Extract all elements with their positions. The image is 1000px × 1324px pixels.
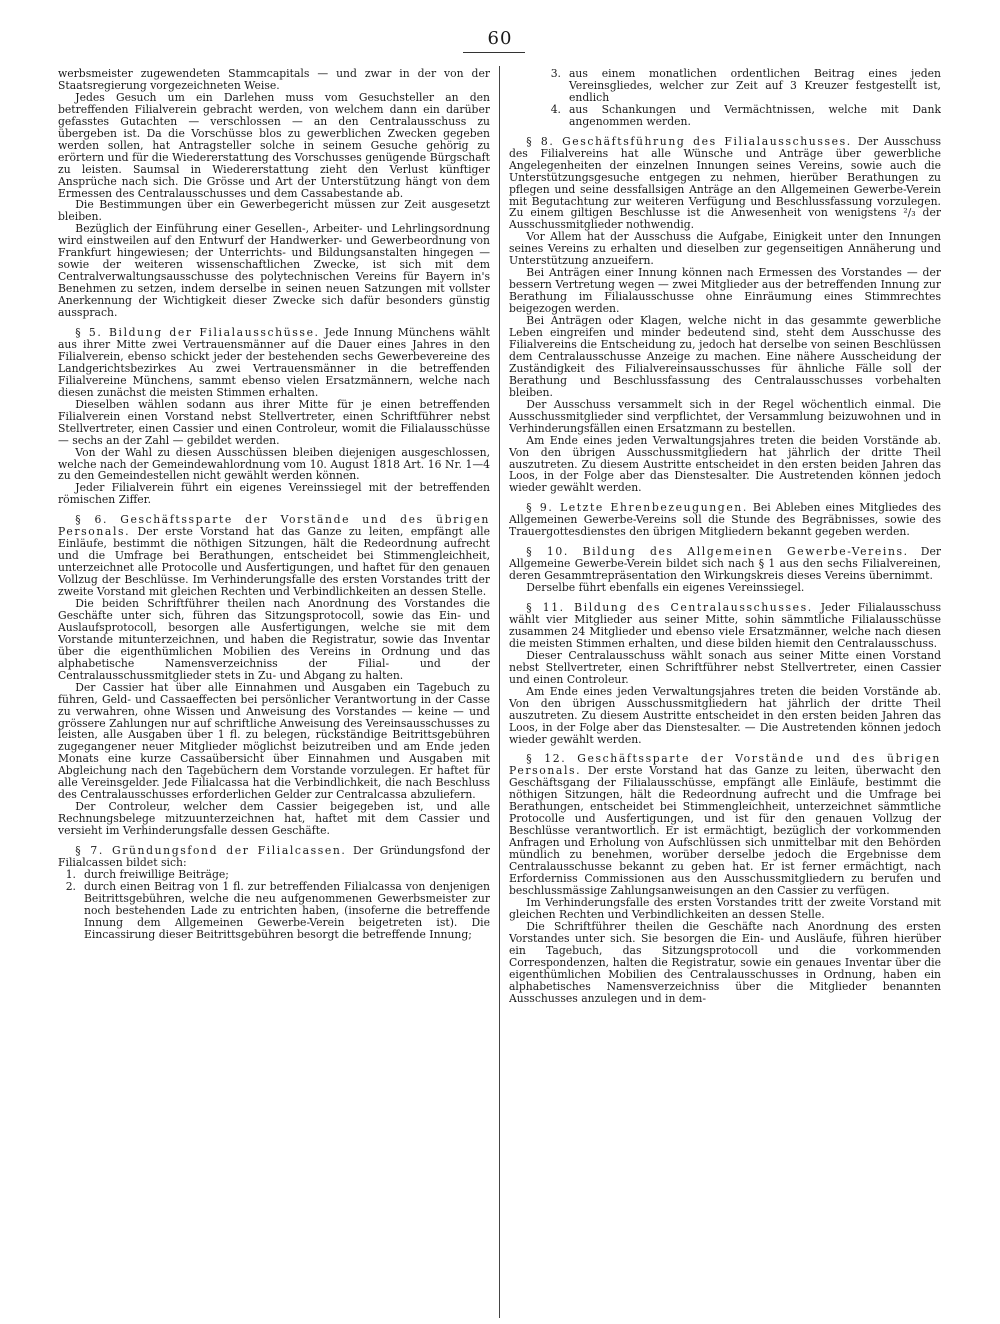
- paragraph: Dieselben wählen sodann aus ihrer Mitte für je einen betreffenden Filialverein einen Vorstand nebst Stellvertreter, einen Schriftführer nebst Stellvertreter, einen Cassier und einen Controleur, womit die Filialausschüsse — sechs an der Zahl — gebildet werden.: [58, 397, 490, 447]
- column-divider: [499, 66, 500, 1318]
- paragraph: Dieser Centralausschuss wählt sonach aus seiner Mitte einen Vorstand nebst Stellvertreter, einen Schriftführer nebst Stellvertreter, einen Cassier und einen Controleur.: [509, 648, 941, 686]
- page-header: [0, 28, 1000, 49]
- header-rule: [463, 52, 525, 53]
- paragraph: Bezüglich der Einführung einer Gesellen-, Arbeiter- und Lehrlingsordnung wird einstweilen auf den Entwurf der Handwerker- und Gewerbeordnung von Frankfurt hingewiesen; der Unterrichts- und Bildungsanstalten hingegen — sowie der weiteren wissenschaftlichen Zwecke, ist sich mit dem Centralverwaltungsausschusse des polytechnischen Vereins für Bayern in's Benehmen zu setzen, indem derselbe in seinen neuen Satzungen mit vollster Anerkennung der Wichtigkeit dieser Zwecke sich dafür besonders günstig aussprach.: [58, 222, 490, 320]
- section-heading: § 11. Bildung des Centralausschusses.: [526, 601, 813, 615]
- paragraph: Derselbe führt ebenfalls ein eigenes Vereinssiegel.: [526, 581, 805, 595]
- section-heading: § 8. Geschäftsführung des Filialausschusses.: [526, 134, 852, 148]
- list-item-number: 4.: [550, 102, 561, 116]
- paragraph: Die Schriftführer theilen die Geschäfte nach Anordnung des ersten Vorstandes unter sich. Sie besorgen die Ein- und Ausläufe, führen hierüber ein Tagebuch, das Sitzungsprotocoll und die vorkommenden Correspondenzen, halten die Registratur, sowie ein genaues Inventar über die eigenthümlichen Mobilien des Centralausschusses in Ordnung, haben ein alphabetisches Namensverzeichniss über die Mitglieder benannten Ausschusses anzulegen und in dem-: [509, 919, 941, 1005]
- section-paragraph: [509, 546, 941, 582]
- paragraph: Vor Allem hat der Ausschuss die Aufgabe, Einigkeit unter den Innungen seines Vereins zu erhalten und dieselben zur gegenseitigen Annäherung und Unterstützung anzueifern.: [509, 230, 941, 268]
- paragraph: werbsmeister zugewendeten Stammcapitals — und zwar in der von der Staatsregierung vorgezeichneten Weise.: [58, 68, 490, 92]
- paragraph: Die beiden Schriftführer theilen nach Anordnung des Vorstandes die Geschäfte unter sich, führen das Sitzungsprotocoll, sowie das Ein- und Auslaufsprotocoll, besorgen alle Ausfertigungen, welche sie mit dem Vorstande mitunterzeichnen, und haben die Registratur, sowie das Inventar über die eigenthümlichen Mobilien des Vereins in Ordnung und das alphabetische Namensverzeichniss der Filial- und der Centralausschussmitglieder stets in Zu- und Abgang zu halten.: [58, 596, 490, 682]
- paragraph: Die Bestimmungen über ein Gewerbegericht müssen zur Zeit ausgesetzt bleiben.: [58, 198, 490, 224]
- list-item-text: aus einem monatlichen ordentlichen Beitrag eines jeden Vereinsgliedes, welcher zur Zeit auf 3 Kreuzer festgestellt ist, endlich: [569, 68, 941, 104]
- section-text: Der Gründungsfond der Filialcassen bildet sich:: [58, 844, 490, 869]
- paragraph: Von der Wahl zu diesen Ausschüssen bleiben diejenigen ausgeschlossen, welche nach der Gemeindewahlordnung vom 10. August 1818 Art. 16 Nr. 1—4 zu den Gemeindestellen nicht gewählt werden können.: [58, 445, 490, 483]
- paragraph: Jedes Gesuch um ein Darlehen muss vom Gesuchsteller an den betreffenden Filialverein gebracht werden, von welchem dann ein darüber gefasstes Gutachten — verschlossen — an den Centralausschuss zu übergeben ist. Da die Vorschüsse blos zu gewerblichen Zwecken gegeben werden sollen, hat Antragsteller solche in seinem Gesuche gehörig zu erörtern und für die Wiedererstattung des Vorschusses genügende Bürgschaft zu leisten. Saumsal in Wiedererstattung zieht den Verlust künftiger Ansprüche nach sich. Die Grösse und Art der Unterstützung hängt von dem Ermessen des Centralausschusses und dem Cassabestande ab.: [58, 90, 490, 200]
- list-item: [509, 104, 941, 128]
- paragraph: Am Ende eines jeden Verwaltungsjahres treten die beiden Vorstände ab. Von den übrigen Ausschussmitgliedern hat jährlich der dritte Theil auszutreten. Zu diesem Austritte entscheidet in den ersten beiden Jahren das Loos, in der Folge aber das Dienstesalter. — Die Austretenden können jedoch wieder gewählt werden.: [509, 684, 941, 746]
- section-paragraph: [509, 136, 941, 232]
- section-paragraph: [509, 753, 941, 896]
- section-paragraph: [58, 514, 490, 598]
- paragraph: Bei Anträgen einer Innung können nach Ermessen des Vorstandes — der bessern Vertretung wegen — zwei Mitglieder aus der betreffenden Innung zur Berathung im Filialausschusse ohne Einräumung eines Stimmrechtes beigezogen werden.: [509, 266, 941, 316]
- section-text: Jeder Filialausschuss wählt vier Mitglieder aus seiner Mitte, sohin sämmtliche Filialausschüsse zusammen 24 Mitglieder und ebenso viele Ersatzmänner, welche nach diesen die meisten Stimmen erhalten, und diese bilden hiemit den Centralausschuss.: [509, 601, 941, 650]
- section-paragraph: [58, 327, 490, 399]
- section-heading: § 6. Geschäftssparte der Vorstände und des übrigen Personals.: [58, 513, 490, 539]
- list-item-text: durch freiwillige Beiträge;: [84, 867, 229, 881]
- paragraph: Der Cassier hat über alle Einnahmen und Ausgaben ein Tagebuch zu führen, Geld- und Cassaeffecten bei persönlicher Verantwortung in der Casse zu verwahren, ohne Wissen und Anweisung des Vorstandes — keine — und grössere Zahlungen nur auf schriftliche Anweisung des Vereinsausschusses zu leisten, alle Ausgaben über 1 fl. zu belegen, rückständige Beitrittsgebühren zugegangener neuer Mitglieder möglichst beizutreiben und am Ende jeden Monats eine kurze Cassaübersicht über Einnahmen und Ausgaben mit Abgleichung nach den Tagebüchern dem Vorstande vorzulegen. Er haftet für alle Vereinsgelder. Jede Filialcassa hat die Verbindlichkeit, die nach Beschluss des Centralausschusses erforderlichen Gelder zur Centralcassa abzuliefern.: [58, 680, 490, 802]
- list-item: [509, 68, 941, 104]
- list-item: [58, 881, 490, 941]
- section-heading: § 7. Gründungsfond der Filialcassen.: [75, 844, 347, 858]
- section-paragraph: [58, 845, 490, 869]
- section-text: Der erste Vorstand hat das Ganze zu leiten, empfängt alle Einläufe, bestimmt die nöthigen Sitzungen, hält die Redeordnung aufrecht und die Umfrage bei Berathungen, entscheidet bei Stimmengleichheit, unterzeichnet alle Protocolle und Ausfertigungen, und haftet für den genauen Vollzug der Beschlüsse. Im Verhinderungsfalle des ersten Vorstandes tritt der zweite Vorstand mit gleichen Rechten und Verbindlichkeiten an dessen Stelle.: [58, 525, 490, 599]
- section-text: Der Allgemeine Gewerbe-Verein bildet sich nach § 1 aus den sechs Filialvereinen, deren Gesammtrepräsentation den Wirkungskreis dieses Vereins übernimmt.: [509, 545, 941, 583]
- paragraph: Der Controleur, welcher dem Cassier beigegeben ist, und alle Rechnungsbelege mitzuunterzeichnen hat, haftet mit dem Cassier und versieht im Verhinderungsfalle dessen Geschäfte.: [58, 800, 490, 838]
- paragraph: Im Verhinderungsfalle des ersten Vorstandes tritt der zweite Vorstand mit gleichen Rechten und Verbindlichkeiten an dessen Stelle.: [509, 895, 941, 921]
- left-column: [58, 68, 490, 1316]
- section-heading: § 5. Bildung der Filialausschüsse.: [75, 326, 320, 340]
- section-paragraph: [509, 602, 941, 650]
- section-text: Bei Ableben eines Mitgliedes des Allgemeinen Gewerbe-Vereins soll die Stunde des Begräbnisses, sowie des Trauergottesdienstes den übrigen Mitgliedern bekannt gegeben werden.: [509, 501, 941, 539]
- list-item-number: 1.: [65, 867, 76, 881]
- list-item-text: durch einen Beitrag von 1 fl. zur betreffenden Filialcassa von denjenigen Beitrittsgebühren, welche die neu aufgenommenen Gewerbsmeister zur noch bestehenden Lade zu entrichten haben, (insoferne die betreffende Innung dem Allgemeinen Gewerbe-Verein beigetreten ist). Die Eincassirung dieser Beitrittsgebühren besorgt die betreffende Innung;: [84, 879, 490, 941]
- section-text: Jede Innung Münchens wählt aus ihrer Mitte zwei Vertrauensmänner auf die Dauer eines Jahres in den Filialverein, ebenso schickt jeder der bestehenden sechs Gewerbevereine des Landgerichtsbezirkes Au zwei Vertrauensmänner in die betreffenden Filialvereine Münchens, sammt ebenso vielen Ersatzmännern, welche nach diesen zunächst die meisten Stimmen erhalten.: [58, 326, 490, 399]
- paragraph: Bei Anträgen oder Klagen, welche nicht in das gesammte gewerbliche Leben eingreifen und minder bedeutend sind, steht dem Ausschusse des Filialvereins die Entscheidung zu, jedoch hat derselbe von seinen Beschlüssen dem Centralausschusse Anzeige zu machen. Eine nähere Ausscheidung der Zuständigkeit des Filialvereinsausschusses für ähnliche Fälle soll der Berathung und Beschlussfassung des Centralausschusses vorbehalten bleiben.: [509, 314, 941, 399]
- section-heading: § 12. Geschäftssparte der Vorstände und des übrigen Personals.: [509, 752, 941, 778]
- list-item-number: 2.: [65, 879, 76, 893]
- section-heading: § 10. Bildung des Allgemeinen Gewerbe-Vereins.: [526, 545, 909, 559]
- paragraph: Jeder Filialverein führt ein eigenes Vereinssiegel mit der betreffenden römischen Ziffer.: [58, 481, 490, 507]
- list-item-number: 3.: [550, 68, 561, 80]
- paragraph: Der Ausschuss versammelt sich in der Regel wöchentlich einmal. Die Ausschussmitglieder sind verpflichtet, der Versammlung beizuwohnen und in Verhinderungsfällen einen Ersatzmann zu bestellen.: [509, 397, 941, 435]
- list-item-text: aus Schankungen und Vermächtnissen, welche mit Dank angenommen werden.: [569, 102, 941, 128]
- page-number: 60: [487, 28, 513, 49]
- section-heading: § 9. Letzte Ehrenbezeugungen.: [526, 501, 748, 515]
- section-paragraph: [509, 502, 941, 538]
- paragraph: Am Ende eines jeden Verwaltungsjahres treten die beiden Vorstände ab. Von den übrigen Ausschussmitgliedern hat jährlich der dritte Theil auszutreten. Zu diesem Austritte entscheidet in den ersten beiden Jahren das Loos, in der Folge aber das Dienstesalter. Die Austretenden können jedoch wieder gewählt werden.: [509, 433, 941, 495]
- section-text: Der Ausschuss des Filialvereins hat alle Wünsche und Anträge über gewerbliche Angelegenheiten der einzelnen Innungen seines Vereins, sowie auch die Unterstützungsgesuche entgegen zu nehmen, hierüber Berathungen zu pflegen und seine dessfallsigen Anträge an den Allgemeinen Gewerbe-Verein mit Begutachtung zur weiteren Verfügung und Beschlussfassung vorzulegen. Zu einem giltigen Beschlusse ist die Anwesenheit von wenigstens ²/₃ der Ausschussmitglieder nothwendig.: [509, 134, 941, 232]
- section-text: Der erste Vorstand hat das Ganze zu leiten, überwacht den Geschäftsgang der Filialausschüsse, empfängt alle Einläufe, bestimmt die nöthigen Sitzungen, hält die Redeordnung aufrecht und die Umfrage bei Berathungen, entscheidet bei Stimmengleichheit, unterzeichnet sämmtliche Protocolle und Ausfertigungen, und ist für den genauen Vollzug der Beschlüsse verantwortlich. Er ist ermächtigt, bezüglich der vorkommenden Anfragen und Erholung von Aufschlüssen sich unmittelbar mit den Behörden mündlich zu benehmen, worüber derselbe jedoch die Ergebnisse dem Centralausschusse bekannt zu geben hat. Er ist ferner ermächtigt, nach Erforderniss Commissionen aus den Ausschussmitgliedern zu berufen und beschlussmässige Zahlungsanweisungen an den Cassier zu verfügen.: [509, 764, 941, 897]
- right-column: [509, 68, 941, 1316]
